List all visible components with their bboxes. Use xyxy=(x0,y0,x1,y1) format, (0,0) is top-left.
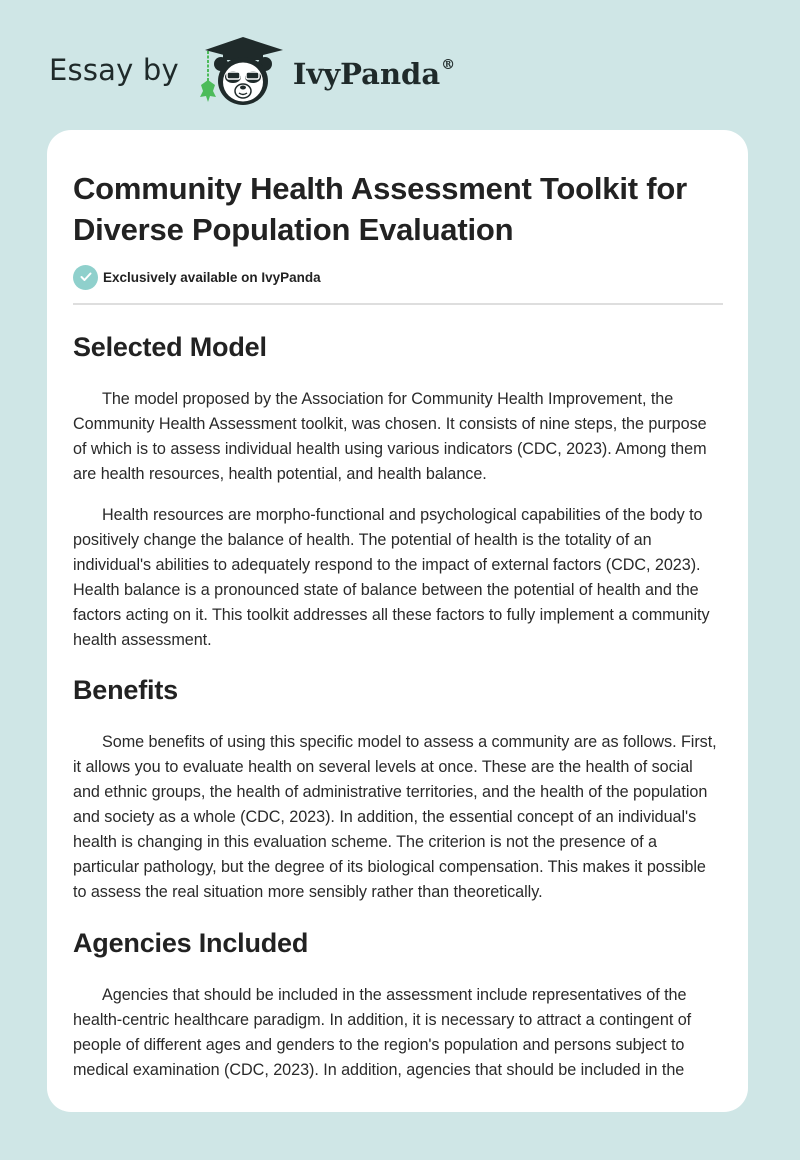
exclusive-label: Exclusively available on IvyPanda xyxy=(103,269,321,285)
brand-logo-link[interactable] xyxy=(49,36,455,108)
paragraph: Health resources are morpho-functional and psychological capabilities of the body to positively change the balance of health. The potential of health is the totality of an individual's abilities to adequately respond to the impact of external factors (CDC, 2023). Health balance is a pronounced state of balance between the potential of health and the factors acting on it. This toolkit addresses all these factors to fully implement a community health assessment. xyxy=(73,506,710,649)
essay-title: Community Health Assessment Toolkit for Diverse Population Evaluation xyxy=(73,171,688,247)
panda-graduate-icon xyxy=(197,36,289,108)
check-circle-icon xyxy=(73,265,98,290)
section-heading-agencies-included: Agencies Included xyxy=(73,928,309,958)
paragraph: Agencies that should be included in the assessment include representatives of the health-centric healthcare paradigm. In addition, it is necessary to attract a contingent of people of different ages and genders to the region's population and persons subject to medical examination (CDC, 2023). In addition, agencies that should be included in the xyxy=(73,986,692,1079)
paragraph: The model proposed by the Association for Community Health Improvement, the Community Health Assessment toolkit, was chosen. It consists of nine steps, the purpose of which is to assess individual health using various indicators (CDC, 2023). Among them are health resources, health potential, and health balance. xyxy=(73,390,707,483)
paragraph: Some benefits of using this specific model to assess a community are as follows. First, it allows you to evaluate health on several levels at once. These are the health of social and ethnic groups, the health of administrative territories, and the health of the population and society as a whole (CDC, 2023). In addition, the essential concept of an individual's health is changing in this evaluation scheme. The criterion is not the presence of a particular pathology, but the degree of its biological compensation. This makes it possible to assess the real situation more sensibly rather than theoretically. xyxy=(73,733,717,901)
registered-mark: ® xyxy=(441,57,456,74)
brand-name: IvyPanda® xyxy=(292,57,456,91)
section-heading-selected-model: Selected Model xyxy=(73,332,267,362)
essay-card xyxy=(47,130,748,1112)
site-header xyxy=(0,0,800,130)
essay-by-label: Essay by xyxy=(49,53,179,87)
exclusive-badge xyxy=(73,264,723,290)
section-heading-benefits: Benefits xyxy=(73,675,178,705)
essay-content xyxy=(73,130,723,1083)
title-divider xyxy=(73,303,723,305)
